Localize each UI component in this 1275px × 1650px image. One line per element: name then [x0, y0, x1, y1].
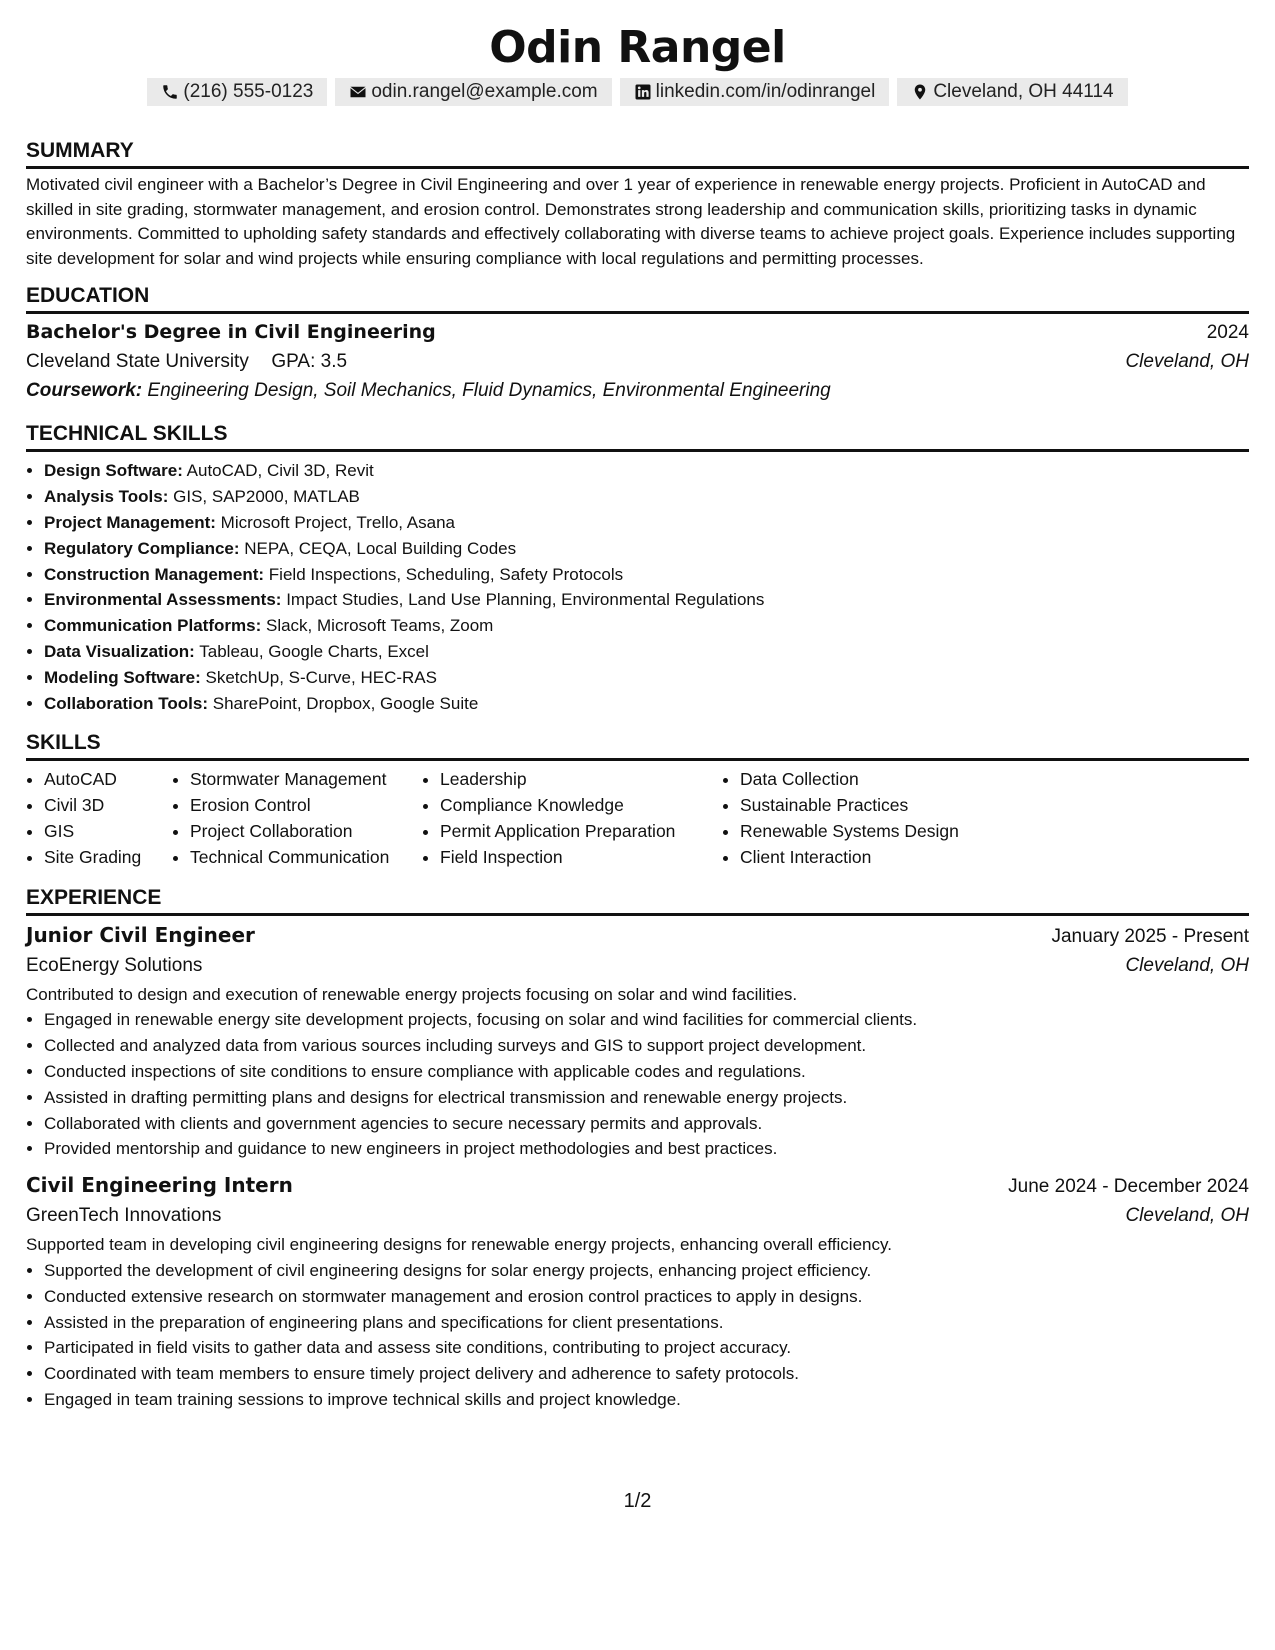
- list-item: • Erosion Control: [190, 793, 422, 819]
- skill-value: SharePoint, Dropbox, Google Suite: [212, 693, 479, 713]
- list-item: • Engaged in team training sessions to improve technical skills and project knowledge.: [44, 1387, 1249, 1413]
- skill-label: Communication Platforms:: [44, 616, 262, 636]
- skill-label: Project Management:: [44, 512, 216, 532]
- company-name: EcoEnergy Solutions: [26, 954, 203, 976]
- list-item: • Collected and analyzed data from various sources including surveys and GIS to support project development.: [44, 1033, 1249, 1059]
- candidate-name: Odin Rangel: [489, 22, 786, 73]
- coursework-label: Coursework:: [26, 380, 143, 402]
- list-item: • Project Collaboration: [190, 819, 422, 845]
- skill-label: Construction Management:: [44, 564, 265, 584]
- list-item: • Renewable Systems Design: [740, 819, 959, 845]
- list-item: [44, 587, 1249, 613]
- list-item: • Civil 3D: [44, 793, 172, 819]
- skill-value: Tableau, Google Charts, Excel: [199, 641, 429, 661]
- list-item: [44, 691, 1249, 717]
- school-location: Cleveland, OH: [1125, 351, 1249, 373]
- list-item: [44, 458, 1249, 484]
- job-entry: [26, 1170, 1249, 1413]
- skill-value: SketchUp, S-Curve, HEC-RAS: [205, 667, 437, 687]
- skill-label: Modeling Software:: [44, 667, 201, 687]
- skill-value: Field Inspections, Scheduling, Safety Protocols: [268, 564, 624, 584]
- list-item: • Compliance Knowledge: [440, 793, 722, 819]
- list-item: • Conducted extensive research on stormwater management and erosion control practices to apply in designs.: [44, 1284, 1249, 1310]
- list-item: [44, 562, 1249, 588]
- job-dates: January 2025 - Present: [1051, 925, 1249, 947]
- email-icon: [349, 83, 367, 101]
- list-item: • Leadership: [440, 767, 722, 793]
- list-item: • Data Collection: [740, 767, 959, 793]
- skill-label: Design Software:: [44, 461, 183, 481]
- experience-heading: EXPERIENCE: [26, 885, 1249, 916]
- resume-page: [26, 0, 1249, 1413]
- list-item: [44, 639, 1249, 665]
- list-item: • Client Interaction: [740, 845, 959, 871]
- job-dates: June 2024 - December 2024: [1008, 1176, 1249, 1198]
- phone-text: (216) 555-0123: [183, 81, 314, 102]
- list-item: • GIS: [44, 819, 172, 845]
- list-item: [44, 510, 1249, 536]
- list-item: • Site Grading: [44, 845, 172, 871]
- list-item: • Sustainable Practices: [740, 793, 959, 819]
- job-description: Supported team in developing civil engineering designs for renewable energy projects, enhancing overall efficiency.: [26, 1235, 892, 1255]
- skills-grid: [26, 767, 1249, 870]
- skill-label: Regulatory Compliance:: [44, 538, 240, 558]
- list-item: • Collaborated with clients and government agencies to secure necessary permits and approvals.: [44, 1111, 1249, 1137]
- skill-label: Analysis Tools:: [44, 487, 169, 507]
- education-heading: EDUCATION: [26, 283, 1249, 314]
- job-location: Cleveland, OH: [1125, 1205, 1249, 1227]
- list-item: • Field Inspection: [440, 845, 722, 871]
- skills-section: [26, 730, 1249, 870]
- list-item: [44, 665, 1249, 691]
- list-item: • Assisted in the preparation of engineering plans and specifications for client presentations.: [44, 1310, 1249, 1336]
- summary-text: Motivated civil engineer with a Bachelor’s Degree in Civil Engineering and over 1 year of experience in renewable energy projects. Proficient in AutoCAD and skilled in site grading, stormwater management, and erosion control. Demonstrates strong leadership and communication skills, prioritizing tasks in dynamic environments. Committed to upholding safety standards and effectively collaborating with diverse teams to achieve project goals. Experience includes supporting site development for solar and wind projects while ensuring compliance with local regulations and permitting processes.: [26, 175, 1236, 268]
- contact-bar: [26, 78, 1249, 106]
- list-item: • AutoCAD: [44, 767, 172, 793]
- job-entry: [26, 920, 1249, 1163]
- job-title: Junior Civil Engineer: [26, 922, 255, 947]
- skill-label: Data Visualization:: [44, 641, 195, 661]
- linkedin-icon: [634, 83, 652, 101]
- phone-icon: [161, 83, 179, 101]
- job-bullets: [26, 1007, 1249, 1162]
- technical-skills-list: [26, 458, 1249, 716]
- list-item: • Coordinated with team members to ensure timely project delivery and adherence to safety protocols.: [44, 1361, 1249, 1387]
- coursework-list: Engineering Design, Soil Mechanics, Fluid Dynamics, Environmental Engineering: [147, 380, 831, 402]
- contact-phone[interactable]: [147, 78, 327, 106]
- skills-column-4: [722, 767, 959, 870]
- school-name: Cleveland State University: [26, 351, 249, 373]
- job-description: Contributed to design and execution of renewable energy projects focusing on solar and wind facilities.: [26, 984, 798, 1004]
- graduation-year: 2024: [1206, 322, 1249, 344]
- contact-email[interactable]: [335, 78, 611, 106]
- location-text: Cleveland, OH 44114: [933, 81, 1114, 102]
- email-text: odin.rangel@example.com: [371, 81, 598, 102]
- list-item: • Assisted in drafting permitting plans and designs for electrical transmission and renewable energy projects.: [44, 1085, 1249, 1111]
- skill-label: Environmental Assessments:: [44, 590, 282, 610]
- job-bullets: [26, 1258, 1249, 1413]
- job-location: Cleveland, OH: [1125, 954, 1249, 976]
- skill-label: Collaboration Tools:: [44, 693, 209, 713]
- list-item: • Conducted inspections of site conditions to ensure compliance with applicable codes and regulations.: [44, 1059, 1249, 1085]
- list-item: • Engaged in renewable energy site development projects, focusing on solar and wind facilities for commercial clients.: [44, 1007, 1249, 1033]
- list-item: • Stormwater Management: [190, 767, 422, 793]
- gpa: GPA: 3.5: [271, 351, 348, 373]
- skill-value: Impact Studies, Land Use Planning, Environmental Regulations: [286, 590, 765, 610]
- education-section: [26, 283, 1249, 405]
- page-number: 1/2: [623, 1490, 652, 1512]
- summary-section: [26, 138, 1249, 271]
- experience-section: [26, 885, 1249, 1413]
- location-pin-icon: [911, 83, 929, 101]
- list-item: [44, 536, 1249, 562]
- skills-column-3: [422, 767, 722, 870]
- skill-value: AutoCAD, Civil 3D, Revit: [186, 461, 374, 481]
- coursework: [26, 376, 1249, 405]
- skills-column-2: [172, 767, 422, 870]
- summary-heading: SUMMARY: [26, 138, 1249, 169]
- skills-column-1: [26, 767, 172, 870]
- linkedin-text: linkedin.com/in/odinrangel: [655, 81, 876, 102]
- contact-location: [897, 78, 1127, 106]
- skill-value: Microsoft Project, Trello, Asana: [220, 512, 455, 532]
- list-item: • Permit Application Preparation: [440, 819, 722, 845]
- job-title: Civil Engineering Intern: [26, 1173, 293, 1198]
- skills-heading: SKILLS: [26, 730, 1249, 761]
- degree-title: Bachelor's Degree in Civil Engineering: [26, 321, 436, 344]
- list-item: [44, 484, 1249, 510]
- skill-value: NEPA, CEQA, Local Building Codes: [244, 538, 517, 558]
- list-item: [44, 613, 1249, 639]
- list-item: • Technical Communication: [190, 845, 422, 871]
- skill-value: Slack, Microsoft Teams, Zoom: [265, 616, 494, 636]
- skill-value: GIS, SAP2000, MATLAB: [173, 487, 360, 507]
- company-name: GreenTech Innovations: [26, 1205, 222, 1227]
- list-item: • Provided mentorship and guidance to new engineers in project methodologies and best practices.: [44, 1136, 1249, 1162]
- technical-skills-heading: TECHNICAL SKILLS: [26, 421, 1249, 452]
- technical-skills-section: [26, 421, 1249, 716]
- list-item: • Supported the development of civil engineering designs for solar energy projects, enhancing project efficiency.: [44, 1258, 1249, 1284]
- list-item: • Participated in field visits to gather data and assess site conditions, contributing to project accuracy.: [44, 1335, 1249, 1361]
- contact-linkedin[interactable]: [620, 78, 890, 106]
